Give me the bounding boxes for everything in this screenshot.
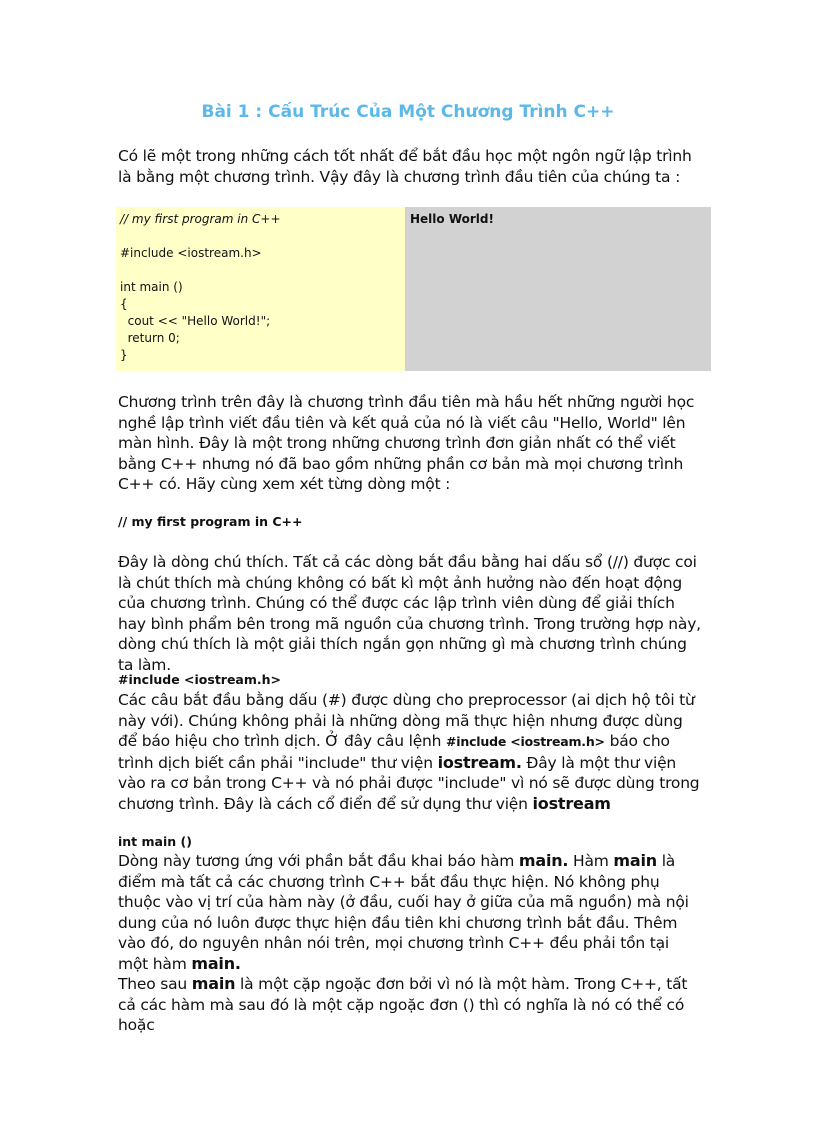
include-heading: #include <iostream.h>: [118, 672, 282, 687]
paragraph-main: Dòng này tương ứng với phần bắt đầu khai báo hàm main. Hàm main là điểm mà tất cả các chương trình C++ bắt đầu thực hiện. Nó không phụ thuộc vào vị trí của hàm này (ở đầu, cuối hay ở giữa của mã nguồn) mà nội dung của nó luôn được thực hiện đầu tiên khi chương trình bắt đầu. Thêm vào đó, do nguyên nhân nói trên, mọi chương trình C++ đều phải tồn tại một hàm main.: [118, 851, 689, 973]
paragraph-parentheses: Theo sau main là một cặp ngoặc đơn bởi vì nó là một hàm. Trong C++, tất cả các hàm mà sau đó là một cặp ngoặc đơn () thì có nghĩa là nó có thể có hoặc: [118, 974, 688, 1034]
comment-heading: // my first program in C++: [118, 514, 303, 529]
intro-paragraph: Có lẽ một trong những cách tốt nhất để bắt đầu học một ngôn ngữ lập trình là bằng một chương trình. Vậy đây là chương trình đầu tiên của chúng ta :: [118, 147, 692, 186]
code-line: cout << "Hello World!";: [120, 314, 271, 328]
code-line: #include <iostream.h>: [120, 246, 262, 260]
code-block: [116, 207, 405, 371]
main-term: main.: [191, 953, 241, 973]
code-line: [120, 228, 401, 245]
program-output: Hello World!: [405, 207, 711, 371]
include-code: #include <iostream.h>: [446, 734, 605, 749]
code-line: [120, 262, 401, 279]
code-example-table: [116, 207, 711, 371]
paragraph-hello-world: Chương trình trên đây là chương trình đầu tiên mà hầu hết những người học nghề lập trình viết đầu tiên và kết quả của nó là viết câu "Hello, World" lên màn hình. Đây là một trong những chương trình đơn giản nhất có thể viết bằng C++ nhưng nó đã bao gồm những phần cơ bản mà mọi chương trình C++ có. Hãy cùng xem xét từng dòng một :: [118, 393, 695, 493]
main-heading: int main (): [118, 834, 192, 849]
iostream-term: iostream.: [437, 752, 522, 772]
code-line: // my first program in C++: [120, 212, 281, 226]
main-term: main: [613, 851, 657, 870]
main-term: main: [191, 974, 236, 993]
paragraph-comment: Đây là dòng chú thích. Tất cả các dòng bắt đầu bằng hai dấu sổ (//) được coi là chút thích mà chúng không có bất kì một ảnh hưởng nào đến hoạt động của chương trình. Chúng có thể được các lập trình viên dùng để giải thích hay bình phẩm bên trong mã nguồn của chương trình. Trong trường hợp này, dòng chú thích là một giải thích ngắn gọn những gì mà chương trình chúng ta làm.: [118, 553, 701, 674]
code-line: {: [120, 297, 128, 311]
code-line: return 0;: [120, 331, 180, 345]
lesson-title: Bài 1 : Cấu Trúc Của Một Chương Trình C++: [201, 102, 615, 122]
code-line: int main (): [120, 280, 183, 294]
paragraph-include: Các câu bắt đầu bằng dấu (#) được dùng cho preprocessor (ai dịch hộ tôi từ này với). Chúng không phải là những dòng mã thực hiện nhưng được dùng để báo hiệu cho trình dịch. Ở đây câu lệnh #include <iostream.h> báo cho trình dịch biết cần phải "include" thư viện iostream. Đây là một thư viện vào ra cơ bản trong C++ và nó phải được "include" vì nó sẽ được dùng trong chương trình. Đây là cách cổ điển để sử dụng thư viện iostream: [118, 691, 700, 813]
code-line: }: [120, 348, 128, 362]
iostream-term: iostream: [532, 793, 611, 813]
main-term: main.: [518, 851, 569, 870]
